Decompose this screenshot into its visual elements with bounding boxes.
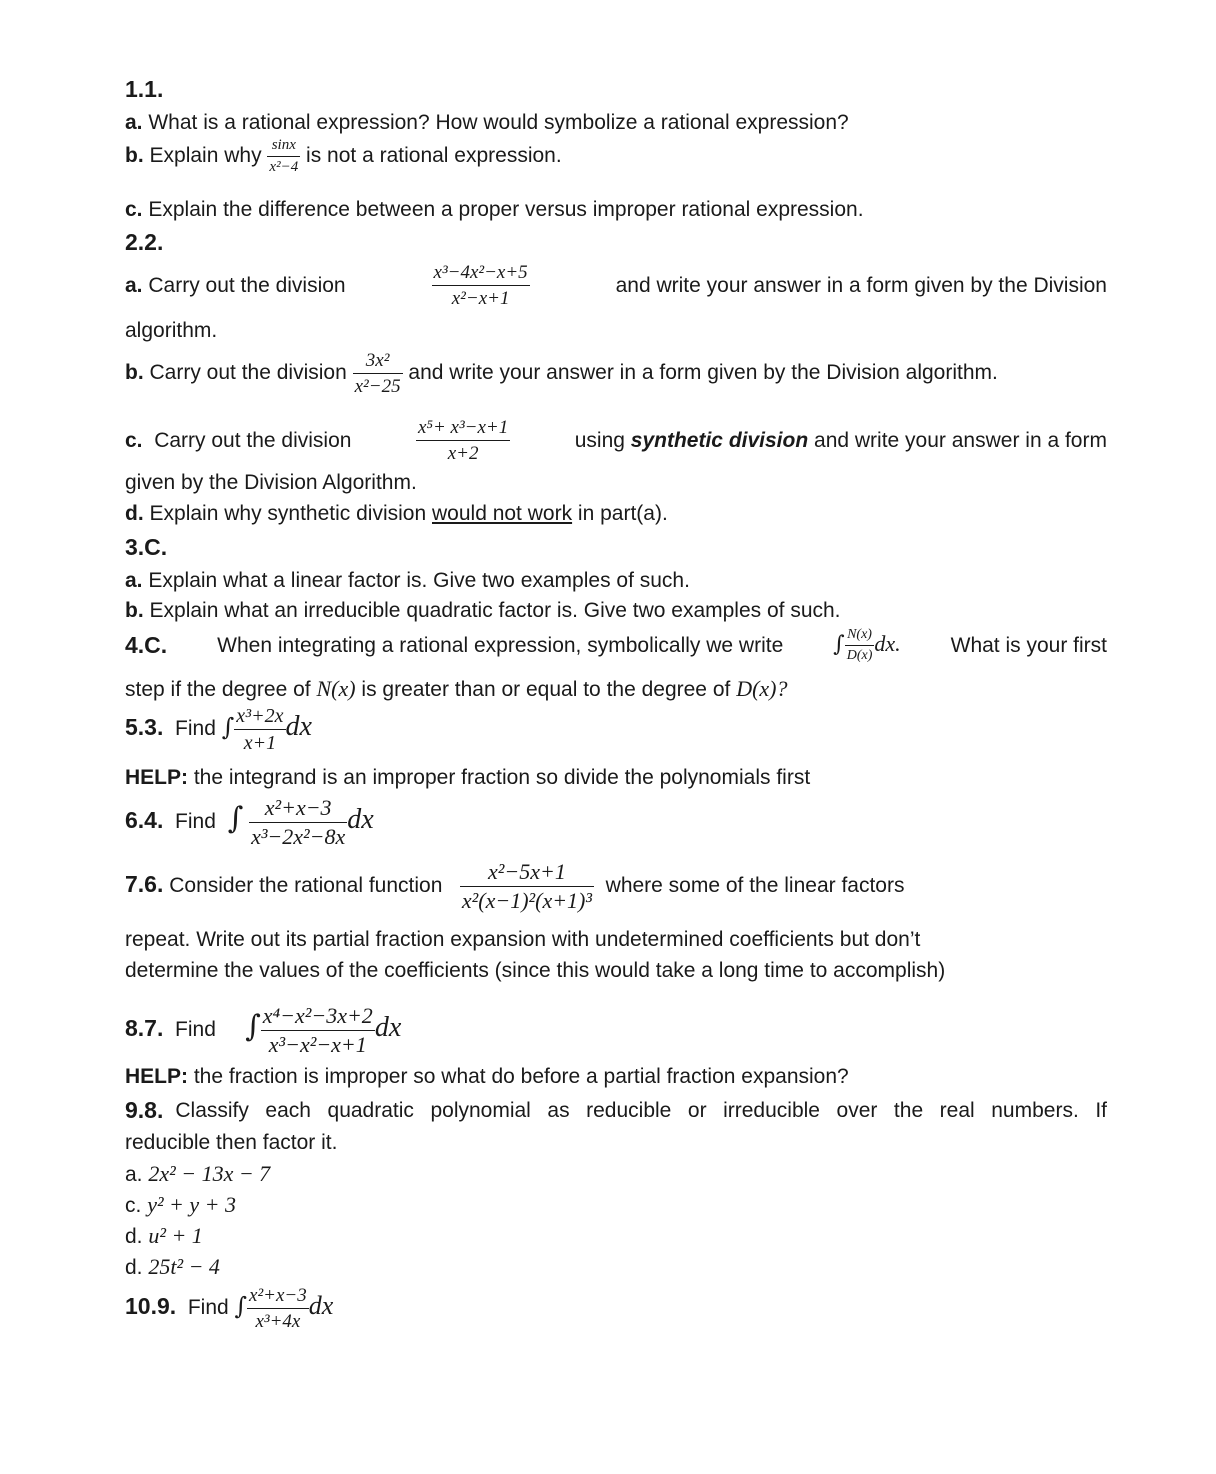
section-1-1-label: 1.1.	[125, 76, 164, 102]
q2c-cont: given by the Division Algorithm.	[125, 471, 417, 494]
q8-find: Find	[175, 1018, 216, 1042]
q10-den: x³+4x	[255, 1311, 301, 1332]
q1a-text: What is a rational expression? How would symbolize a rational expression?	[148, 111, 849, 134]
q2a	[125, 263, 1107, 308]
q2a-post: and write your answer in a form given by the Division	[615, 274, 1107, 297]
q2c-label: c.	[125, 429, 143, 452]
q4-post: What is your first	[950, 634, 1107, 657]
q2d	[125, 503, 668, 524]
q3a	[125, 570, 690, 591]
q6-find: Find	[175, 810, 216, 834]
q5-num: x³+2x	[234, 706, 285, 730]
q2d-post: in part(a).	[577, 502, 668, 525]
q9-text: Classify each quadratic polynomial as reducible or irreducible over the real numbers. If	[175, 1099, 1107, 1122]
q4-cont-mid: is greater than or equal to the degree of	[361, 678, 731, 701]
q8-label: 8.7.	[125, 1015, 164, 1042]
q3b-text: Explain what an irreducible quadratic factor is. Give two examples of such.	[149, 599, 841, 622]
q9-item-label: a.	[125, 1163, 143, 1186]
q1a	[125, 112, 849, 133]
q2d-pre: Explain why synthetic division	[149, 502, 427, 525]
q10	[125, 1286, 333, 1331]
q5-help	[125, 767, 810, 788]
q2a-cont: algorithm.	[125, 319, 218, 342]
q7-num: x²−5x+1	[460, 861, 594, 887]
q5-den: x+1	[243, 732, 277, 754]
q5-find: Find	[175, 717, 216, 741]
q5	[125, 706, 312, 753]
q8-dx: dx	[374, 1012, 402, 1044]
q3a-text: Explain what a linear factor is. Give two examples of such.	[148, 569, 690, 592]
q10-fraction	[247, 1286, 309, 1331]
q8-den: x³−x²−x+1	[268, 1032, 367, 1057]
q6	[125, 797, 374, 848]
q4-fraction	[845, 628, 875, 663]
q10-num: x²+x−3	[247, 1286, 309, 1309]
q4-cont-n: N(x)	[316, 676, 356, 701]
q10-find: Find	[187, 1296, 229, 1320]
q1a-label: a.	[125, 111, 143, 134]
q4-cont	[125, 678, 788, 700]
q9-item-label: c.	[125, 1194, 142, 1217]
q2d-label: d.	[125, 502, 144, 525]
q8-fraction	[261, 1005, 375, 1056]
q2c-num: x⁵+ x³−x+1	[416, 418, 510, 441]
q2a-pre: Carry out the division	[148, 274, 346, 297]
q4-cont-pre: step if the degree of	[125, 678, 311, 701]
q9-item-c	[125, 1194, 236, 1216]
q2a-den: x²−x+1	[451, 288, 510, 309]
q9-item-a	[125, 1163, 270, 1185]
q4-den: D(x)	[846, 648, 873, 663]
q7-post: where some of the linear factors	[605, 874, 905, 898]
q9-item-d1	[125, 1225, 203, 1247]
q9-item-label: d.	[125, 1225, 143, 1248]
q2b-num: 3x²	[353, 351, 403, 374]
q1b-pre: Explain why	[149, 144, 262, 168]
q2b-pre: Carry out the division	[149, 361, 347, 385]
q5-fraction	[234, 706, 285, 753]
q8-num: x⁴−x²−3x+2	[261, 1005, 375, 1031]
q2b-den: x²−25	[354, 376, 401, 397]
q7-label: 7.6.	[125, 871, 164, 898]
q1c-label: c.	[125, 198, 143, 221]
q7-den: x²(x−1)²(x+1)³	[461, 888, 592, 913]
q1b-fraction	[267, 138, 300, 175]
q4-cont-d: D(x)?	[736, 676, 788, 701]
q2a-num: x³−4x²−x+5	[432, 263, 530, 286]
q8-help-label: HELP:	[125, 1065, 188, 1088]
q9-cont: reducible then factor it.	[125, 1131, 338, 1154]
q8	[125, 1005, 401, 1056]
q8-help	[125, 1066, 849, 1087]
q4	[125, 628, 1107, 663]
q2c-post	[575, 430, 1107, 451]
q1b	[125, 138, 562, 175]
q4-integral	[833, 628, 900, 663]
q8-help-text: the fraction is improper so what do before a partial fraction expansion?	[193, 1065, 849, 1088]
integral-sign-icon: ∫	[227, 801, 244, 837]
integral-sign-icon: ∫	[833, 632, 845, 658]
q10-label: 10.9.	[125, 1293, 177, 1320]
q2c-post2: and write your answer in a form	[814, 429, 1107, 452]
q1b-num: sinx	[267, 138, 300, 157]
q9-item-expr: 2x² − 13x − 7	[148, 1161, 271, 1186]
q7-pre: Consider the rational function	[169, 874, 443, 898]
q1c	[125, 199, 864, 220]
q9-item-expr: y² + y + 3	[147, 1192, 237, 1217]
q5-help-text: the integrand is an improper fraction so divide the polynomials first	[193, 766, 811, 789]
q9-item-expr: 25t² − 4	[148, 1254, 220, 1279]
q3b-label: b.	[125, 599, 144, 622]
q9-item-d2	[125, 1256, 220, 1278]
q2c-post-bold: synthetic division	[630, 429, 809, 452]
q6-num: x²+x−3	[249, 797, 347, 823]
q1c-text: Explain the difference between a proper versus improper rational expression.	[148, 198, 864, 221]
q5-label: 5.3.	[125, 714, 164, 741]
q6-dx: dx	[347, 804, 374, 836]
q7-line3: determine the values of the coefficients (since this would take a long time to accomplish)	[125, 959, 946, 982]
q6-den: x³−2x²−8x	[251, 824, 346, 849]
q2d-underline: would not work	[432, 502, 573, 525]
q4-label: 4.C.	[125, 632, 168, 658]
q6-fraction	[249, 797, 347, 848]
q1b-post: is not a rational expression.	[306, 144, 562, 168]
q2c-fraction	[416, 418, 510, 463]
q2c-post1: using	[574, 429, 625, 452]
q9-item-expr: u² + 1	[148, 1223, 203, 1248]
q9-item-label: d.	[125, 1256, 143, 1279]
q2b	[125, 351, 998, 396]
q7	[125, 861, 904, 912]
q4-dx: dx.	[874, 631, 901, 657]
q9-label: 9.8.	[125, 1097, 164, 1123]
q9	[125, 1099, 1107, 1122]
q10-dx: dx	[308, 1291, 334, 1321]
section-3c-label: 3.C.	[125, 534, 168, 560]
integral-sign-icon: ∫	[245, 1009, 261, 1045]
q3b	[125, 600, 841, 621]
section-2-2-label: 2.2.	[125, 229, 164, 255]
q5-help-label: HELP:	[125, 766, 188, 789]
q2b-post: and write your answer in a form given by the Division algorithm.	[408, 361, 998, 385]
q6-label: 6.4.	[125, 807, 164, 834]
q7-fraction	[460, 861, 594, 912]
q2b-label: b.	[125, 361, 144, 385]
q7-line2: repeat. Write out its partial fraction expansion with undetermined coefficients but don’t	[125, 928, 921, 951]
integral-sign-icon: ∫	[221, 713, 235, 742]
q2c-pre: Carry out the division	[154, 429, 352, 452]
q1b-den: x²−4	[269, 159, 299, 175]
q4-pre: When integrating a rational expression, symbolically we write	[217, 634, 784, 657]
q2c-den: x+2	[447, 443, 479, 464]
q2c-left	[125, 430, 351, 451]
q5-dx: dx	[285, 711, 312, 743]
q2a-left	[125, 275, 346, 296]
integral-sign-icon: ∫	[234, 1292, 248, 1321]
q2b-fraction	[353, 351, 403, 396]
q2a-label: a.	[125, 274, 143, 297]
q1b-label: b.	[125, 144, 144, 168]
q3a-label: a.	[125, 569, 143, 592]
q2a-fraction	[432, 263, 530, 308]
q4-num: N(x)	[845, 628, 875, 646]
q2c	[125, 418, 1107, 463]
